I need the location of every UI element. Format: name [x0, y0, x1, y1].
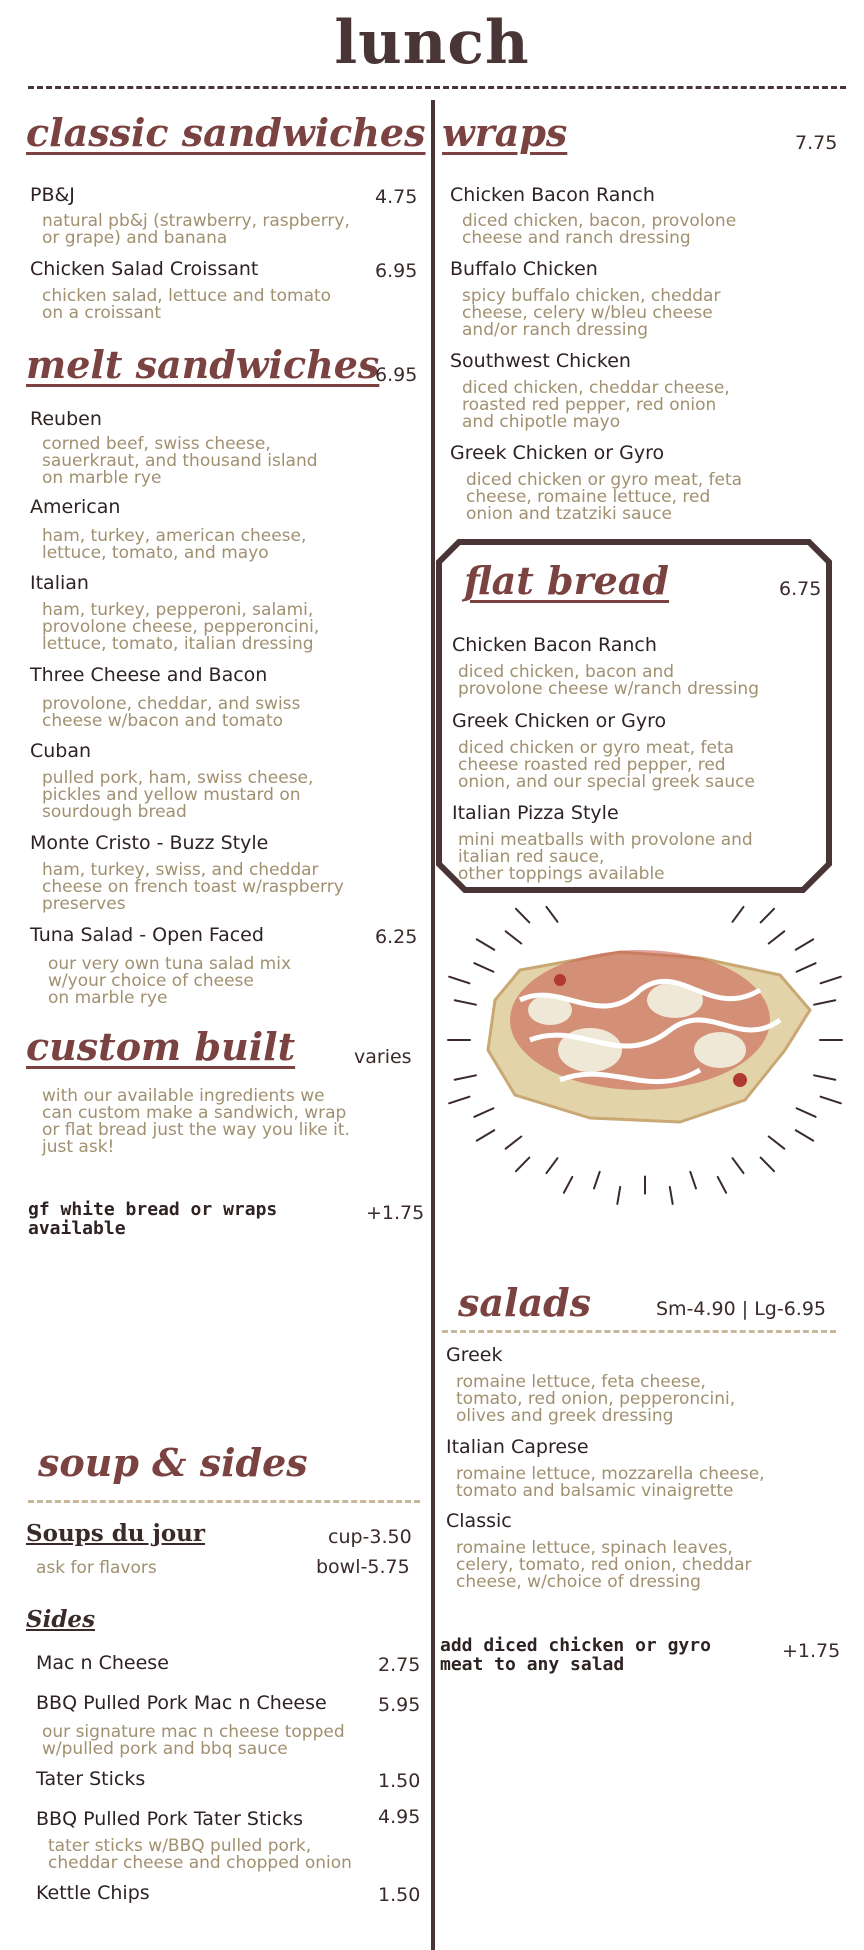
- sunburst-ray: [718, 1177, 726, 1193]
- salads-heading: salads: [458, 1280, 592, 1325]
- side-item-name: BBQ Pulled Pork Tater Sticks: [36, 1808, 304, 1830]
- gf-note: gf white bread or wraps available: [28, 1199, 278, 1239]
- sunburst-ray: [477, 1130, 494, 1140]
- sunburst-ray: [617, 1187, 620, 1204]
- menu-item-name: Italian: [30, 572, 89, 594]
- wraps-heading: wraps: [442, 110, 568, 155]
- menu-item-name: Three Cheese and Bacon: [30, 664, 268, 686]
- menu-item-name: PB&J: [30, 184, 75, 206]
- soups-label: Soups du jour: [26, 1520, 206, 1547]
- menu-item-name: Classic: [446, 1510, 512, 1532]
- menu-item-desc: diced chicken or gyro meat, feta cheese roasted red pepper, red onion, and our special greek sauce: [458, 738, 755, 792]
- column-divider: [431, 100, 435, 1950]
- side-item-price: 1.50: [378, 1884, 421, 1906]
- sunburst-ray: [797, 963, 816, 972]
- menu-item-name: Greek: [446, 1344, 503, 1366]
- sunburst-ray: [814, 1075, 835, 1079]
- sunburst-ray: [761, 909, 774, 923]
- wraps-price: 7.75: [795, 132, 838, 154]
- menu-item-desc: spicy buffalo chicken, cheddar cheese, celery w/bleu cheese and/or ranch dressing: [462, 286, 721, 340]
- sunburst-ray: [690, 1172, 696, 1189]
- menu-item-desc: mini meatballs with provolone and italian red sauce, other toppings available: [458, 830, 753, 884]
- melt-price: 6.95: [375, 364, 418, 386]
- side-item-price: 4.95: [378, 1806, 421, 1828]
- menu-item-price: 6.95: [375, 260, 418, 282]
- soups-desc: ask for flavors: [36, 1558, 157, 1578]
- sunburst-ray: [670, 1187, 673, 1204]
- title-divider: [28, 86, 846, 89]
- side-item-price: 2.75: [378, 1654, 421, 1676]
- sunburst-ray: [474, 1108, 493, 1117]
- side-item-price: 5.95: [378, 1694, 421, 1716]
- sunburst-ray: [797, 1108, 816, 1117]
- salad-addon-note: add diced chicken or gyro meat to any salad: [440, 1635, 711, 1675]
- flat-bread-heading: flat bread: [464, 558, 669, 603]
- sunburst-ray: [547, 1158, 558, 1173]
- menu-item-name: Tuna Salad - Open Faced: [30, 924, 264, 946]
- menu-item-price: 4.75: [375, 186, 418, 208]
- menu-item-desc: diced chicken, cheddar cheese, roasted red pepper, red onion and chipotle mayo: [462, 378, 730, 432]
- side-item-desc: our signature mac n cheese topped w/pulled pork and bbq sauce: [42, 1722, 345, 1759]
- side-item-price: 1.50: [378, 1770, 421, 1792]
- sunburst-ray: [547, 907, 558, 922]
- menu-item-name: Italian Pizza Style: [452, 802, 619, 824]
- menu-item-name: Greek Chicken or Gyro: [452, 710, 667, 732]
- sunburst-ray: [769, 1137, 785, 1149]
- menu-item-desc: romaine lettuce, spinach leaves, celery, tomato, red onion, cheddar cheese, w/choice of dressing: [456, 1538, 752, 1592]
- menu-item-name: Cuban: [30, 740, 92, 762]
- side-item-desc: tater sticks w/BBQ pulled pork, cheddar cheese and chopped onion: [48, 1836, 352, 1873]
- sunburst-ray: [449, 1097, 469, 1104]
- menu-item-desc: diced chicken, bacon, provolone cheese and ranch dressing: [462, 211, 737, 248]
- salads-divider: [442, 1330, 836, 1333]
- menu-item-name: Chicken Bacon Ranch: [450, 184, 655, 206]
- menu-item-name: Reuben: [30, 408, 102, 430]
- side-item-name: BBQ Pulled Pork Mac n Cheese: [36, 1692, 327, 1714]
- sunburst-ray: [769, 931, 785, 943]
- salad-addon-price: +1.75: [782, 1640, 841, 1662]
- menu-item-name: Chicken Bacon Ranch: [452, 634, 657, 656]
- menu-item-price: 6.25: [375, 926, 418, 948]
- sunburst-ray: [821, 977, 841, 984]
- menu-item-desc: our very own tuna salad mix w/your choice of cheese on marble rye: [48, 954, 292, 1008]
- sunburst-ray: [506, 931, 522, 943]
- sunburst-ray: [733, 1158, 744, 1173]
- sunburst-ray: [564, 1177, 572, 1193]
- menu-item-desc: ham, turkey, american cheese, lettuce, tomato, and mayo: [42, 526, 307, 563]
- sunburst-ray: [733, 907, 744, 922]
- flatbread-pizza-image: [440, 900, 850, 1230]
- classic-sandwiches-heading: classic sandwiches: [26, 110, 426, 155]
- side-item-name: Mac n Cheese: [36, 1652, 169, 1674]
- menu-item-name: Chicken Salad Croissant: [30, 258, 259, 280]
- menu-item-desc: provolone, cheddar, and swiss cheese w/bacon and tomato: [42, 694, 301, 731]
- sunburst-ray: [516, 1158, 529, 1172]
- sides-label: Sides: [26, 1606, 96, 1633]
- menu-item-desc: natural pb&j (strawberry, raspberry, or grape) and banana: [42, 211, 350, 248]
- sunburst-ray: [796, 1130, 813, 1140]
- sunburst-ray: [516, 909, 529, 923]
- menu-item-desc: ham, turkey, swiss, and cheddar cheese on french toast w/raspberry preserves: [42, 860, 344, 914]
- sunburst-ray: [477, 939, 494, 949]
- melt-sandwiches-heading: melt sandwiches: [26, 342, 380, 387]
- menu-item-desc: pulled pork, ham, swiss cheese, pickles and yellow mustard on sourdough bread: [42, 768, 314, 822]
- sunburst-ray: [821, 1097, 841, 1104]
- sunburst-ray: [455, 1075, 476, 1079]
- menu-item-name: Greek Chicken or Gyro: [450, 442, 665, 464]
- sunburst-ray: [594, 1172, 600, 1189]
- flat-bread-price: 6.75: [779, 578, 822, 600]
- side-item-name: Tater Sticks: [36, 1768, 146, 1790]
- custom-built-heading: custom built: [26, 1024, 296, 1069]
- soup-sides-heading: soup & sides: [38, 1440, 308, 1485]
- custom-desc: with our available ingredients we can custom make a sandwich, wrap or flat bread just the way you like it. just ask!: [42, 1086, 350, 1157]
- sunburst-ray: [761, 1158, 774, 1172]
- menu-item-name: Italian Caprese: [446, 1436, 589, 1458]
- soup-cup-price: cup-3.50: [328, 1526, 412, 1548]
- side-item-name: Kettle Chips: [36, 1882, 150, 1904]
- sunburst-ray: [796, 939, 813, 949]
- menu-item-desc: chicken salad, lettuce and tomato on a croissant: [42, 286, 332, 323]
- soup-bowl-price: bowl-5.75: [316, 1556, 410, 1578]
- sunburst-ray: [449, 977, 469, 984]
- page-title: lunch: [334, 8, 530, 78]
- menu-item-desc: corned beef, swiss cheese, sauerkraut, and thousand island on marble rye: [42, 434, 318, 488]
- menu-item-name: Monte Cristo - Buzz Style: [30, 832, 269, 854]
- custom-price: varies: [354, 1046, 412, 1068]
- sunburst-ray: [474, 963, 493, 972]
- menu-item-desc: diced chicken, bacon and provolone cheese w/ranch dressing: [458, 662, 759, 699]
- sunburst-ray: [506, 1137, 522, 1149]
- menu-item-desc: romaine lettuce, mozzarella cheese, tomato and balsamic vinaigrette: [456, 1464, 765, 1501]
- menu-item-name: Southwest Chicken: [450, 350, 631, 372]
- soup-divider: [28, 1500, 420, 1503]
- sunburst-ray: [814, 1000, 835, 1004]
- gf-price: +1.75: [366, 1202, 425, 1224]
- menu-item-desc: ham, turkey, pepperoni, salami, provolone cheese, pepperoncini, lettuce, tomato, italian dressing: [42, 600, 320, 654]
- sunburst-ray: [455, 1000, 476, 1004]
- menu-item-name: Buffalo Chicken: [450, 258, 598, 280]
- menu-item-desc: diced chicken or gyro meat, feta cheese, romaine lettuce, red onion and tzatziki sauce: [466, 470, 743, 524]
- menu-item-desc: romaine lettuce, feta cheese, tomato, red onion, pepperoncini, olives and greek dressing: [456, 1372, 736, 1426]
- salads-price: Sm-4.90 | Lg-6.95: [656, 1298, 827, 1320]
- menu-item-name: American: [30, 496, 121, 518]
